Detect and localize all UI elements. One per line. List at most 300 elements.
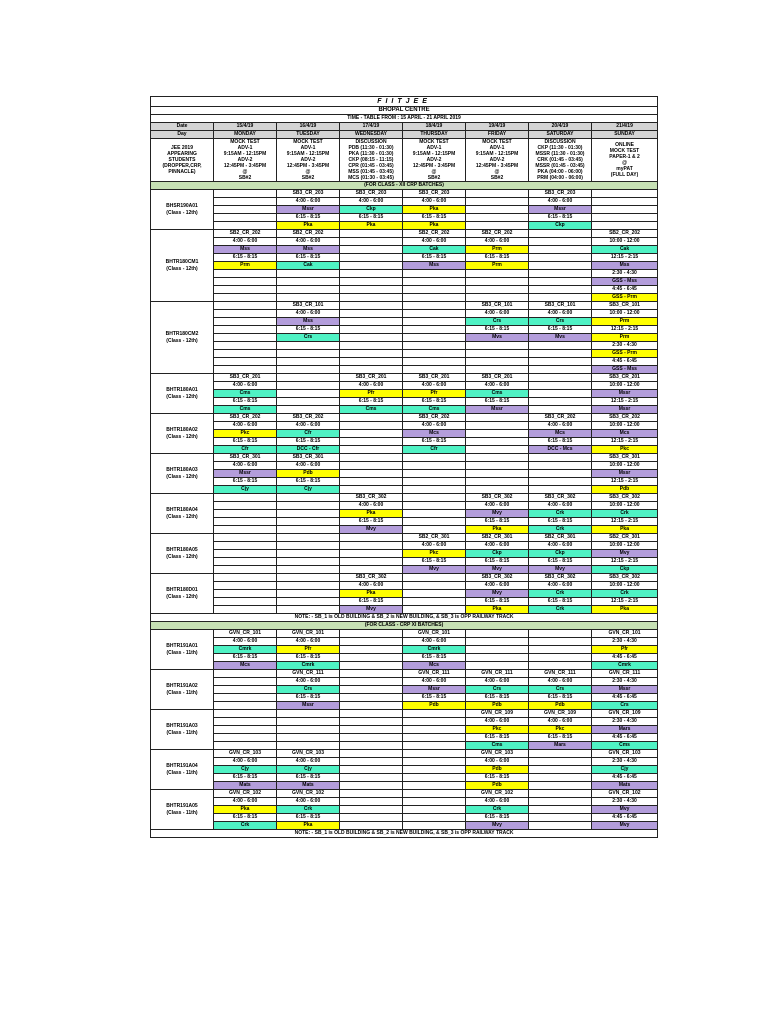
schedule-cell: GVN_CR_111 xyxy=(529,670,592,678)
batch-row xyxy=(151,318,658,326)
schedule-cell: 6:15 - 8:15 xyxy=(466,558,529,566)
jee-day-line: ADV-1 xyxy=(489,145,505,151)
schedule-cell: 6:15 - 8:15 xyxy=(277,214,340,222)
batch-name-cell xyxy=(151,630,214,670)
batch-row xyxy=(151,678,658,686)
schedule-cell: SB3_CR_302 xyxy=(466,494,529,502)
schedule-cell: SB3_CR_201 xyxy=(340,374,403,382)
schedule-cell: Pdb xyxy=(277,470,340,478)
schedule-cell: Cjy xyxy=(592,766,658,774)
schedule-cell xyxy=(403,790,466,798)
schedule-cell xyxy=(529,806,592,814)
batch-name: BHTR180D01 xyxy=(166,586,198,593)
batch-row xyxy=(151,558,658,566)
batch-class: (Class - 11th) xyxy=(166,769,198,776)
schedule-cell: Crk xyxy=(529,590,592,598)
schedule-cell: Cak xyxy=(403,246,466,254)
schedule-cell xyxy=(277,406,340,414)
batch-row xyxy=(151,278,658,286)
schedule-cell xyxy=(214,718,277,726)
schedule-cell xyxy=(214,710,277,718)
schedule-cell: 4:00 - 6:00 xyxy=(403,542,466,550)
batch-row xyxy=(151,806,658,814)
schedule-cell: Mvy xyxy=(340,526,403,534)
schedule-cell xyxy=(529,238,592,246)
schedule-cell xyxy=(340,310,403,318)
jee-day-line: 12:45PM - 3:45PM xyxy=(223,163,267,169)
schedule-cell: Mvy xyxy=(403,566,466,574)
schedule-cell: GVN_CR_101 xyxy=(214,630,277,638)
schedule-cell xyxy=(403,278,466,286)
schedule-cell xyxy=(340,758,403,766)
schedule-cell: Crk xyxy=(529,606,592,614)
schedule-cell: GVN_CR_109 xyxy=(592,710,658,718)
schedule-cell xyxy=(403,358,466,366)
batch-row xyxy=(151,374,658,382)
schedule-cell xyxy=(277,566,340,574)
schedule-cell: 12:15 - 2:15 xyxy=(592,254,658,262)
schedule-cell xyxy=(403,366,466,374)
schedule-cell xyxy=(529,814,592,822)
batch-name-cell xyxy=(151,374,214,414)
schedule-cell xyxy=(214,278,277,286)
batch-row xyxy=(151,734,658,742)
schedule-cell xyxy=(277,558,340,566)
batch-row xyxy=(151,294,658,302)
schedule-cell: GVN_CR_103 xyxy=(466,750,529,758)
schedule-cell xyxy=(277,502,340,510)
schedule-cell: SB2_CR_202 xyxy=(466,230,529,238)
batch-row xyxy=(151,534,658,542)
schedule-cell xyxy=(529,774,592,782)
schedule-cell xyxy=(529,662,592,670)
batch-row xyxy=(151,822,658,830)
schedule-cell xyxy=(340,270,403,278)
note-row xyxy=(151,830,658,838)
schedule-cell: SB2_CR_202 xyxy=(403,230,466,238)
schedule-cell: Mvy xyxy=(340,606,403,614)
schedule-cell: 6:15 - 8:15 xyxy=(277,326,340,334)
schedule-cell: SB3_CR_202 xyxy=(529,414,592,422)
schedule-cell: 4:00 - 6:00 xyxy=(403,422,466,430)
schedule-cell: SB3_CR_302 xyxy=(592,494,658,502)
schedule-cell: 6:15 - 8:15 xyxy=(214,478,277,486)
schedule-cell xyxy=(214,550,277,558)
schedule-cell: SB3_CR_203 xyxy=(403,190,466,198)
schedule-cell: SB3_CR_302 xyxy=(529,574,592,582)
schedule-cell: Mssr xyxy=(592,390,658,398)
day-cell: MONDAY xyxy=(214,131,277,139)
schedule-cell: Crk xyxy=(466,806,529,814)
schedule-cell xyxy=(529,278,592,286)
schedule-cell: Pkc xyxy=(529,726,592,734)
jee-day-line: MOCK TEST xyxy=(482,139,512,145)
schedule-cell: Pkc xyxy=(214,430,277,438)
schedule-cell: SB2_CR_301 xyxy=(466,534,529,542)
schedule-cell xyxy=(403,318,466,326)
batch-row xyxy=(151,366,658,374)
schedule-cell: Ckp xyxy=(340,206,403,214)
schedule-cell xyxy=(277,718,340,726)
batch-class: (Class - 12th) xyxy=(166,473,198,480)
batch-row xyxy=(151,246,658,254)
schedule-cell: SB3_CR_203 xyxy=(340,190,403,198)
schedule-cell xyxy=(466,286,529,294)
schedule-cell xyxy=(466,206,529,214)
schedule-cell: GVN_CR_102 xyxy=(277,790,340,798)
batch-row xyxy=(151,350,658,358)
schedule-cell: Mss xyxy=(592,262,658,270)
schedule-cell xyxy=(340,486,403,494)
schedule-cell xyxy=(529,350,592,358)
schedule-cell: 2:30 - 4:30 xyxy=(592,678,658,686)
schedule-cell: SB2_CR_301 xyxy=(529,534,592,542)
schedule-cell: Mvy xyxy=(529,566,592,574)
schedule-cell: 2:30 - 4:30 xyxy=(592,798,658,806)
day-cell: THURSDAY xyxy=(403,131,466,139)
batch-row xyxy=(151,662,658,670)
schedule-cell: 4:00 - 6:00 xyxy=(277,758,340,766)
schedule-cell: 4:00 - 6:00 xyxy=(466,678,529,686)
timetable-title: TIME - TABLE FROM : 15 APRIL - 21 APRIL 2019 xyxy=(151,115,658,123)
schedule-cell xyxy=(529,758,592,766)
schedule-cell: 10:00 - 12:00 xyxy=(592,582,658,590)
schedule-cell: GVN_CR_111 xyxy=(592,670,658,678)
batch-row xyxy=(151,814,658,822)
schedule-cell: GVN_CR_111 xyxy=(403,670,466,678)
schedule-cell xyxy=(340,326,403,334)
schedule-cell: 6:15 - 8:15 xyxy=(403,398,466,406)
schedule-cell: 4:00 - 6:00 xyxy=(529,718,592,726)
jee-day-line: CPR (01:45 - 03:45) xyxy=(348,163,394,169)
schedule-cell xyxy=(529,630,592,638)
schedule-cell xyxy=(403,526,466,534)
schedule-cell: Cms xyxy=(592,742,658,750)
schedule-cell: Mssr xyxy=(592,406,658,414)
schedule-cell xyxy=(277,382,340,390)
batch-row xyxy=(151,334,658,342)
batch-name-cell xyxy=(151,710,214,750)
schedule-cell: 6:15 - 8:15 xyxy=(466,774,529,782)
schedule-cell xyxy=(340,334,403,342)
jee-day-line: 12:45PM - 3:45PM xyxy=(475,163,519,169)
jee-day-line: @ xyxy=(242,169,248,175)
schedule-cell: SB3_CR_101 xyxy=(592,302,658,310)
schedule-cell: Cmrk xyxy=(403,646,466,654)
schedule-cell xyxy=(466,222,529,230)
jee-day-line: MSSR (01:45 - 03:45) xyxy=(535,163,585,169)
schedule-cell: 4:00 - 6:00 xyxy=(403,638,466,646)
schedule-cell: Cfr xyxy=(403,446,466,454)
schedule-cell xyxy=(277,582,340,590)
schedule-cell: Cjy xyxy=(214,486,277,494)
schedule-cell xyxy=(214,574,277,582)
schedule-cell xyxy=(214,302,277,310)
schedule-cell xyxy=(529,406,592,414)
schedule-cell: Pka xyxy=(340,222,403,230)
schedule-cell xyxy=(466,638,529,646)
schedule-cell: 4:00 - 6:00 xyxy=(277,238,340,246)
schedule-cell: Mars xyxy=(592,726,658,734)
schedule-cell: 4:00 - 6:00 xyxy=(466,382,529,390)
schedule-cell: GVN_CR_111 xyxy=(277,670,340,678)
note-text: NOTE: - SB_1 is OLD BUILDING & SB_2 is NEW BUILDING, & SB_3 is OPP RAILWAY TRACK xyxy=(151,614,658,622)
schedule-cell xyxy=(529,790,592,798)
schedule-cell xyxy=(592,198,658,206)
section-header xyxy=(151,622,658,630)
schedule-cell: Pka xyxy=(403,206,466,214)
batch-row xyxy=(151,790,658,798)
schedule-cell xyxy=(340,806,403,814)
batch-class: (Class - 11th) xyxy=(166,729,198,736)
schedule-cell xyxy=(529,486,592,494)
schedule-cell: 6:15 - 8:15 xyxy=(214,814,277,822)
jee-day-line: myPAT xyxy=(616,166,633,172)
jee-day-line: MSS (01:45 - 03:45) xyxy=(348,169,394,175)
schedule-cell: Mcs xyxy=(592,430,658,438)
schedule-cell xyxy=(403,742,466,750)
jee-day-line: DISCUSSION xyxy=(544,139,576,145)
schedule-cell: 4:00 - 6:00 xyxy=(529,542,592,550)
schedule-cell xyxy=(214,590,277,598)
schedule-cell: Crk xyxy=(214,822,277,830)
schedule-cell xyxy=(340,414,403,422)
schedule-cell xyxy=(214,310,277,318)
schedule-cell: 4:00 - 6:00 xyxy=(529,502,592,510)
schedule-cell: Pka xyxy=(592,526,658,534)
batch-class: (Class - 12th) xyxy=(166,593,198,600)
jee-day-line: ONLINE xyxy=(615,142,634,148)
schedule-cell: Cjy xyxy=(277,766,340,774)
schedule-cell xyxy=(340,254,403,262)
batch-name-cell xyxy=(151,494,214,534)
batch-name: BHTR191A03 xyxy=(166,722,198,729)
schedule-cell: 6:15 - 8:15 xyxy=(214,254,277,262)
batch-row xyxy=(151,566,658,574)
schedule-cell: Mssr xyxy=(277,702,340,710)
schedule-cell: SB2_CR_202 xyxy=(214,230,277,238)
schedule-cell xyxy=(529,454,592,462)
schedule-cell xyxy=(592,222,658,230)
schedule-cell: GVN_CR_101 xyxy=(592,630,658,638)
schedule-cell: 4:00 - 6:00 xyxy=(277,798,340,806)
schedule-cell: Mvy xyxy=(466,510,529,518)
schedule-cell: Pkc xyxy=(466,726,529,734)
jee-row xyxy=(151,139,658,182)
schedule-cell xyxy=(277,606,340,614)
schedule-cell xyxy=(277,574,340,582)
schedule-cell xyxy=(340,366,403,374)
schedule-cell: Crs xyxy=(529,686,592,694)
batch-row xyxy=(151,270,658,278)
jee-label-line: JEE 2019 xyxy=(171,145,193,151)
schedule-cell xyxy=(466,294,529,302)
schedule-cell: GVN_CR_101 xyxy=(403,630,466,638)
schedule-cell xyxy=(529,398,592,406)
batch-row xyxy=(151,478,658,486)
schedule-cell xyxy=(529,382,592,390)
schedule-cell xyxy=(277,342,340,350)
batch-row xyxy=(151,774,658,782)
schedule-cell: SB3_CR_202 xyxy=(403,414,466,422)
schedule-cell: 6:15 - 8:15 xyxy=(214,654,277,662)
schedule-cell xyxy=(529,262,592,270)
schedule-cell: Pdb xyxy=(466,782,529,790)
jee-day-line: MOCK TEST xyxy=(419,139,449,145)
batch-row xyxy=(151,686,658,694)
schedule-cell: 4:00 - 6:00 xyxy=(403,198,466,206)
schedule-cell: 6:15 - 8:15 xyxy=(340,598,403,606)
schedule-cell xyxy=(403,806,466,814)
schedule-cell: Pka xyxy=(340,590,403,598)
schedule-cell xyxy=(340,638,403,646)
batch-class: (Class - 12th) xyxy=(166,265,198,272)
schedule-cell: 6:15 - 8:15 xyxy=(529,694,592,702)
schedule-cell xyxy=(214,294,277,302)
batch-class: (Class - 12th) xyxy=(166,433,198,440)
schedule-cell: GVN_CR_103 xyxy=(214,750,277,758)
batch-row xyxy=(151,542,658,550)
schedule-cell: 4:00 - 6:00 xyxy=(466,718,529,726)
schedule-cell: 6:15 - 8:15 xyxy=(466,734,529,742)
batch-row xyxy=(151,206,658,214)
schedule-cell: 6:15 - 8:15 xyxy=(214,398,277,406)
schedule-cell xyxy=(466,470,529,478)
schedule-cell: Cms xyxy=(214,390,277,398)
centre-name: BHOPAL CENTRE xyxy=(151,107,658,115)
jee-day-line: PKA (04:00 - 06:00) xyxy=(537,169,583,175)
schedule-cell: SB3_CR_203 xyxy=(277,190,340,198)
schedule-cell xyxy=(529,822,592,830)
batch-row xyxy=(151,430,658,438)
jee-day-line: SB#2 xyxy=(427,175,441,181)
schedule-cell: 10:00 - 12:00 xyxy=(592,462,658,470)
schedule-cell xyxy=(529,782,592,790)
jee-day-line: MOCK TEST xyxy=(230,139,260,145)
batch-name-cell xyxy=(151,230,214,302)
jee-day-line: SB#2 xyxy=(238,175,252,181)
schedule-cell xyxy=(403,726,466,734)
schedule-cell: Mvy xyxy=(592,806,658,814)
schedule-cell: Cms xyxy=(403,406,466,414)
schedule-cell xyxy=(277,494,340,502)
schedule-cell: Crk xyxy=(592,510,658,518)
schedule-cell xyxy=(214,334,277,342)
schedule-cell xyxy=(340,422,403,430)
batch-class: (Class - 11th) xyxy=(166,649,198,656)
jee-day-line: (FULL DAY) xyxy=(610,172,639,178)
schedule-cell xyxy=(466,190,529,198)
schedule-cell: 6:15 - 8:15 xyxy=(529,558,592,566)
schedule-cell: 4:00 - 6:00 xyxy=(466,758,529,766)
schedule-cell xyxy=(403,286,466,294)
schedule-cell: Crs xyxy=(529,318,592,326)
batch-row xyxy=(151,718,658,726)
schedule-cell xyxy=(214,566,277,574)
schedule-cell xyxy=(340,798,403,806)
schedule-cell xyxy=(340,438,403,446)
schedule-cell: Pka xyxy=(466,526,529,534)
schedule-cell xyxy=(277,734,340,742)
schedule-cell xyxy=(214,286,277,294)
schedule-cell xyxy=(214,366,277,374)
timetable-sheet xyxy=(150,96,657,838)
batch-row xyxy=(151,238,658,246)
jee-day-line: 9:15AM - 12:15PM xyxy=(286,151,330,157)
batch-row xyxy=(151,446,658,454)
schedule-cell: 4:00 - 6:00 xyxy=(466,798,529,806)
schedule-cell: 6:15 - 8:15 xyxy=(277,694,340,702)
schedule-cell: Crk xyxy=(529,526,592,534)
schedule-cell: SB3_CR_201 xyxy=(466,374,529,382)
note-row xyxy=(151,614,658,622)
date-cell: 15/4/19 xyxy=(214,123,277,131)
schedule-cell: Ckp xyxy=(529,222,592,230)
schedule-cell: Pka xyxy=(340,510,403,518)
schedule-cell xyxy=(340,446,403,454)
schedule-cell xyxy=(403,750,466,758)
jee-day-line: ADV-2 xyxy=(426,157,442,163)
date-cell: 21/4/19 xyxy=(592,123,658,131)
schedule-cell xyxy=(466,654,529,662)
schedule-cell xyxy=(340,454,403,462)
schedule-cell xyxy=(277,526,340,534)
schedule-cell: GSS - Prm xyxy=(592,294,658,302)
schedule-cell xyxy=(466,366,529,374)
schedule-cell xyxy=(529,366,592,374)
schedule-cell xyxy=(529,654,592,662)
schedule-cell: Cmrk xyxy=(214,646,277,654)
schedule-cell xyxy=(403,326,466,334)
schedule-cell xyxy=(277,742,340,750)
schedule-cell xyxy=(466,646,529,654)
schedule-cell: GVN_CR_102 xyxy=(214,790,277,798)
schedule-cell: Mcs xyxy=(403,662,466,670)
schedule-cell: 6:15 - 8:15 xyxy=(214,774,277,782)
schedule-cell: 4:00 - 6:00 xyxy=(277,462,340,470)
batch-row xyxy=(151,694,658,702)
schedule-cell xyxy=(277,542,340,550)
batch-class: (Class - 12th) xyxy=(166,553,198,560)
schedule-cell: Mats xyxy=(277,782,340,790)
schedule-cell: SB3_CR_302 xyxy=(466,574,529,582)
schedule-cell xyxy=(466,350,529,358)
schedule-cell: Pfr xyxy=(592,646,658,654)
schedule-cell xyxy=(403,718,466,726)
schedule-cell xyxy=(403,710,466,718)
schedule-cell: 4:00 - 6:00 xyxy=(277,310,340,318)
schedule-cell: 4:00 - 6:00 xyxy=(277,198,340,206)
schedule-cell xyxy=(214,606,277,614)
schedule-cell xyxy=(592,214,658,222)
schedule-cell xyxy=(277,398,340,406)
schedule-cell xyxy=(340,534,403,542)
batch-row xyxy=(151,766,658,774)
schedule-cell xyxy=(403,574,466,582)
schedule-cell: 4:00 - 6:00 xyxy=(214,422,277,430)
schedule-cell: 6:15 - 8:15 xyxy=(403,654,466,662)
batch-row xyxy=(151,422,658,430)
schedule-cell: Cjy xyxy=(214,766,277,774)
schedule-cell xyxy=(466,278,529,286)
schedule-cell xyxy=(529,390,592,398)
schedule-cell: 4:00 - 6:00 xyxy=(529,582,592,590)
batch-name-cell xyxy=(151,790,214,830)
schedule-cell xyxy=(403,470,466,478)
batch-row xyxy=(151,198,658,206)
jee-day-line: @ xyxy=(431,169,437,175)
jee-day-cell xyxy=(466,139,529,182)
